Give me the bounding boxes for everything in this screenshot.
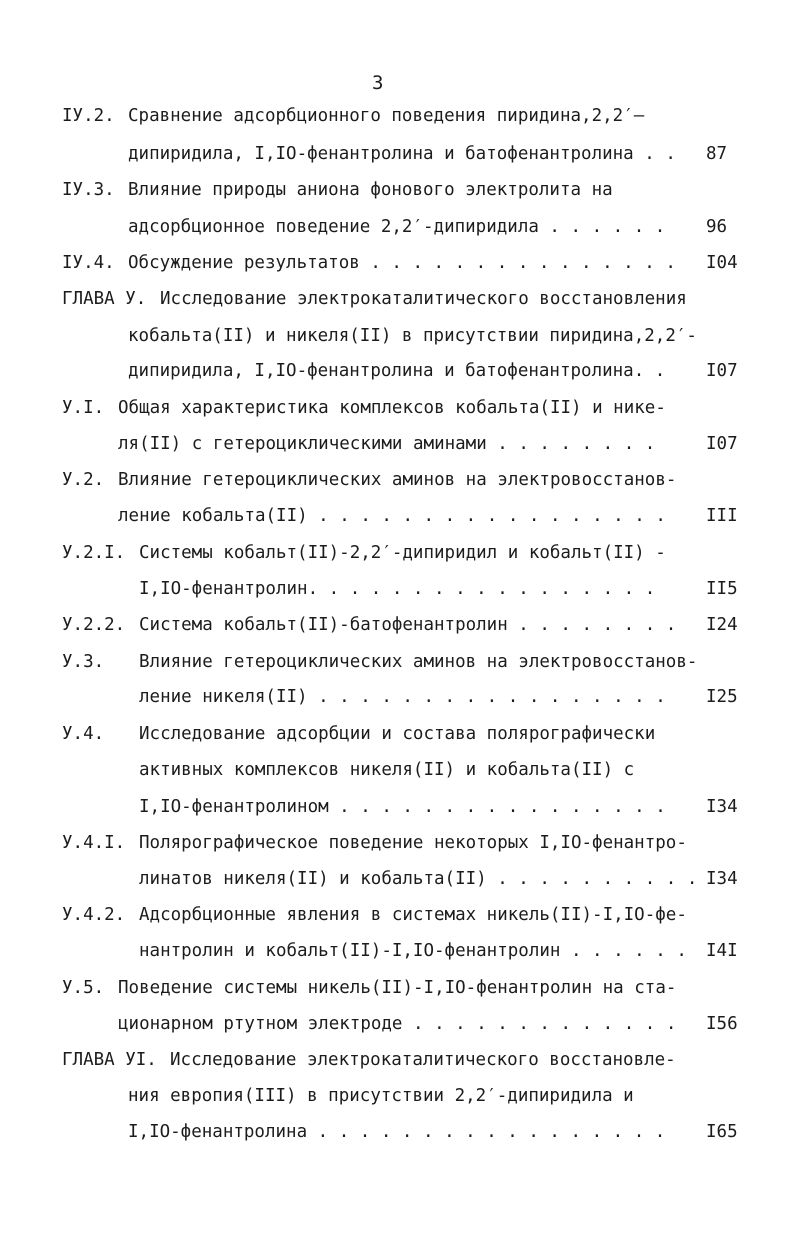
toc-entry-title-line: Полярографическое поведение некоторых I,IO-фенантро-: [139, 833, 687, 853]
toc-entry-page: I25: [706, 687, 738, 707]
toc-entry-title-line: Исследование адсорбции и состава полярографически: [139, 724, 656, 744]
toc-entry-title-line: Адсорбционные явления в системах никель(II)-I,IO-фе-: [139, 905, 687, 925]
toc-entry-number: IУ.4.: [62, 253, 115, 273]
toc-entry-title-line: I,IO-фенантролин. . . . . . . . . . . . . . . . .: [139, 579, 656, 599]
toc-entry-title-line: кобальта(II) и никеля(II) в присутствии пиридина,2,2′-: [128, 326, 697, 346]
toc-entry-page: II5: [706, 579, 738, 599]
toc-entry-title-line: ление никеля(II) . . . . . . . . . . . . . . . . .: [139, 687, 666, 707]
toc-entry-page: I34: [706, 797, 738, 817]
toc-entry-page: 96: [706, 217, 728, 237]
toc-entry-number: IУ.2.: [62, 106, 115, 126]
toc-entry-title-line: ление кобальта(II) . . . . . . . . . . . . . . . . .: [118, 506, 666, 526]
toc-entry-title-line: дипиридила, I,IO-фенантролина и батофенантролина . .: [128, 144, 676, 164]
toc-entry-number: У.2.: [62, 470, 105, 490]
toc-entry-title-line: I,IO-фенантролином . . . . . . . . . . . . . . . .: [139, 797, 666, 817]
toc-entry-title-line: I,IO-фенантролина . . . . . . . . . . . . . . . . .: [128, 1122, 666, 1142]
toc-entry-title-line: Системы кобальт(II)-2,2′-дипиридил и кобальт(II) -: [139, 543, 666, 563]
toc-entry-title-line: Сравнение адсорбционного поведения пиридина,2,2′—: [128, 106, 645, 126]
toc-entry-number: IУ.3.: [62, 180, 115, 200]
toc-entry-title-line: Общая характеристика комплексов кобальта(II) и нике-: [118, 398, 666, 418]
toc-entry-page: I34: [706, 869, 738, 889]
toc-entry-number: ГЛАВА У.: [62, 289, 147, 309]
toc-entry-page: I65: [706, 1122, 738, 1142]
toc-entry-title-line: нантролин и кобальт(II)-I,IO-фенантролин . . . . . .: [139, 941, 687, 961]
toc-entry-page: 87: [706, 144, 728, 164]
toc-entry-page: I56: [706, 1014, 738, 1034]
toc-entry-title-line: ния европия(III) в присутствии 2,2′-дипиридила и: [128, 1086, 634, 1106]
toc-entry-number: У.I.: [62, 398, 105, 418]
toc-entry-number: У.5.: [62, 978, 105, 998]
toc-entry-page: I04: [706, 253, 738, 273]
toc-entry-title-line: Влияние природы аниона фонового электролита на: [128, 180, 613, 200]
toc-entry-page: III: [706, 506, 738, 526]
page-number: 3: [372, 72, 384, 94]
toc-entry-number: У.4.: [62, 724, 105, 744]
toc-entry-title-line: дипиридила, I,IO-фенантролина и батофенантролина. .: [128, 361, 666, 381]
toc-entry-number: У.4.I.: [62, 833, 126, 853]
toc-entry-number: У.4.2.: [62, 905, 126, 925]
toc-entry-page: I07: [706, 434, 738, 454]
toc-entry-number: ГЛАВА УI.: [62, 1050, 157, 1070]
toc-entry-title-line: Исследование электрокаталитического восстановле-: [170, 1050, 676, 1070]
toc-entry-title-line: Поведение системы никель(II)-I,IO-фенантролин на ста-: [118, 978, 677, 998]
toc-entry-number: У.3.: [62, 652, 105, 672]
toc-entry-page: I4I: [706, 941, 738, 961]
toc-entry-title-line: Влияние гетероциклических аминов на электровосстанов-: [118, 470, 677, 490]
toc-entry-title-line: ля(II) с гетероциклическими аминами . . . . . . . .: [118, 434, 656, 454]
toc-entry-title-line: Обсуждение результатов . . . . . . . . . . . . . . .: [128, 253, 676, 273]
toc-entry-page: I24: [706, 615, 738, 635]
toc-entry-title-line: активных комплексов никеля(II) и кобальта(II) с: [139, 760, 635, 780]
toc-entry-title-line: ционарном ртутном электроде . . . . . . . . . . . . .: [118, 1014, 677, 1034]
toc-entry-title-line: Исследование электрокаталитического восстановления: [160, 289, 687, 309]
toc-entry-number: У.2.2.: [62, 615, 126, 635]
toc-entry-title-line: линатов никеля(II) и кобальта(II) . . . . . . . . . .: [139, 869, 698, 889]
toc-entry-page: I07: [706, 361, 738, 381]
toc-entry-title-line: адсорбционное поведение 2,2′-дипиридила . . . . . .: [128, 217, 666, 237]
toc-entry-title-line: Влияние гетероциклических аминов на электровосстанов-: [139, 652, 698, 672]
toc-entry-title-line: Система кобальт(II)-батофенантролин . . . . . . . .: [139, 615, 677, 635]
toc-entry-number: У.2.I.: [62, 543, 126, 563]
